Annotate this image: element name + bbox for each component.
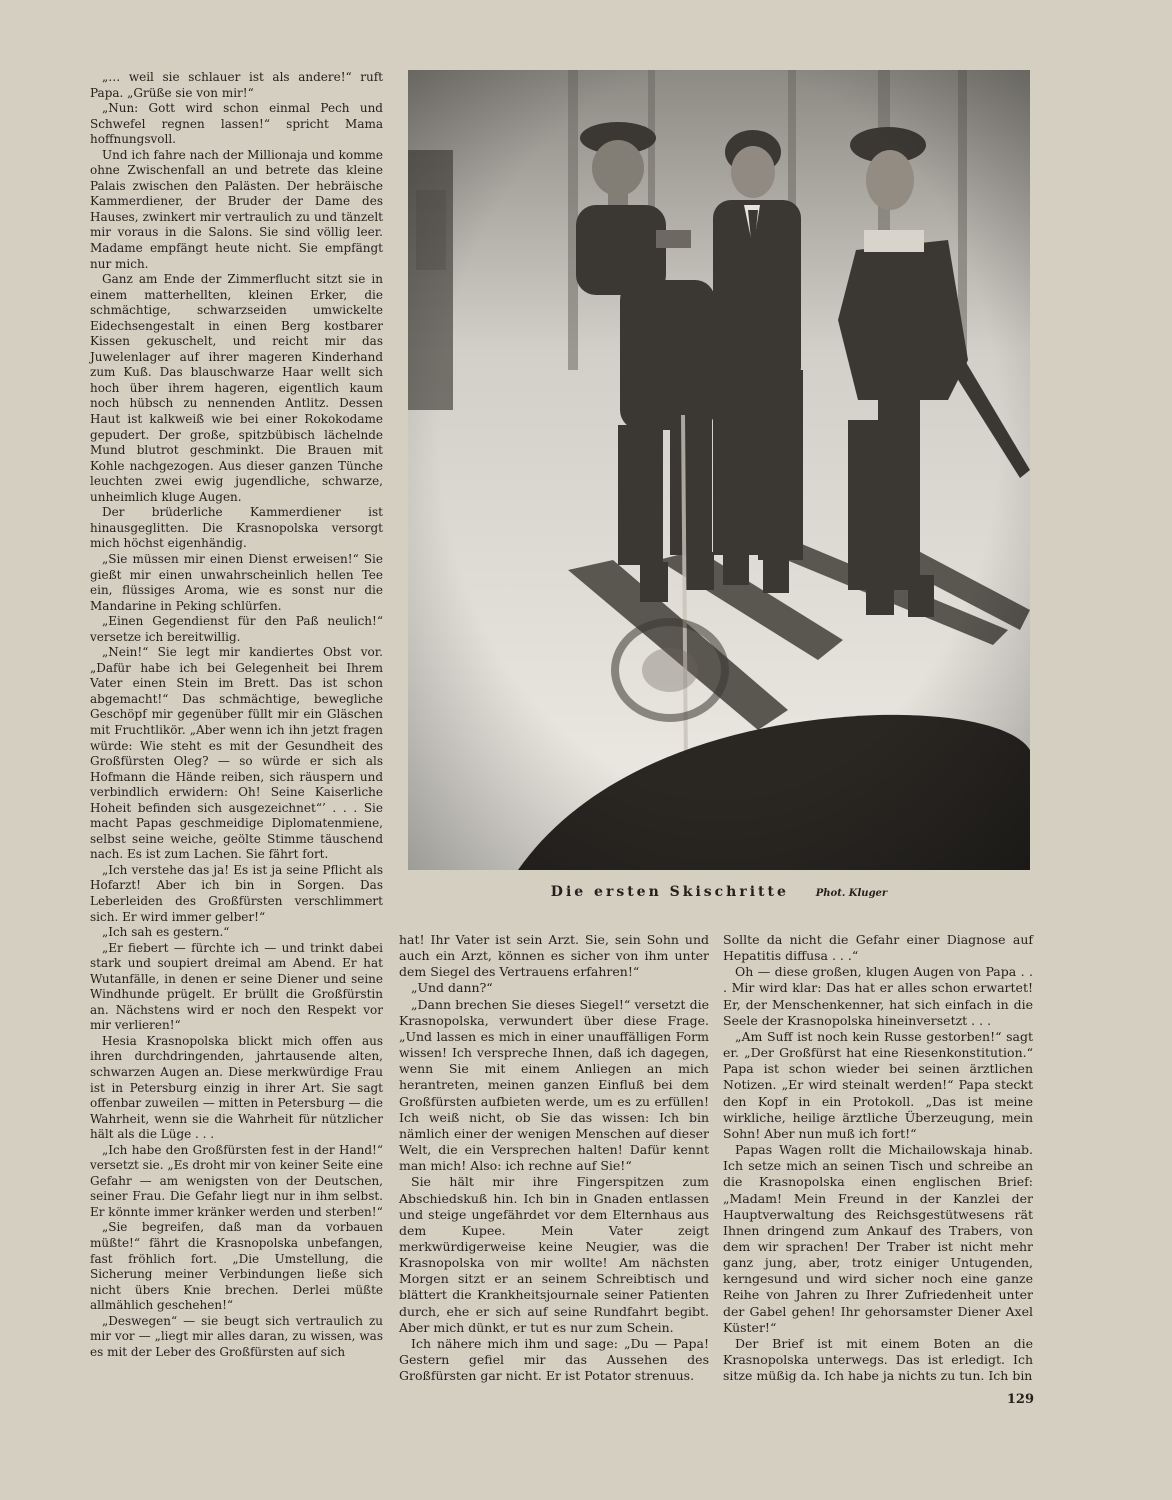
- paragraph: „Und dann?“: [411, 980, 493, 996]
- paragraph: hat! Ihr Vater ist sein Arzt. Sie, sein Sohn und auch ein Arzt, können es sicher von ihm unter dem Siegel des Vertrauens erfahren!“: [399, 932, 709, 980]
- paragraph: „Einen Gegendienst für den Paß neulich!“ versetze ich bereitwillig.: [90, 614, 383, 644]
- paragraph: „Sie müssen mir einen Dienst erweisen!“ Sie gießt mir einen unwahrscheinlich hellen Tee ein, flüssiges Aroma, wie es sonst nur die Mandarine in Peking schlürfen.: [90, 551, 383, 613]
- paragraph: Ich nähere mich ihm und sage: „Du — Papa! Gestern gefiel mir das Aussehen des Großfürsten gar nicht. Er ist Potator strenuus.: [399, 1335, 709, 1384]
- paragraph: „Deswegen“ — sie beugt sich vertraulich zu mir vor — „liegt mir alles daran, zu wissen, was es mit der Leber des Großfürsten auf sich: [90, 1313, 383, 1359]
- text-column-left: [90, 70, 383, 1360]
- paragraph: Der brüderliche Kammerdiener ist hinausgeglitten. Die Krasnopolska versorgt mich höchst eigenhändig.: [90, 505, 383, 551]
- paragraph: „Er fiebert — fürchte ich — und trinkt dabei stark und soupiert dreimal am Abend. Er hat Wutanfälle, in denen er seine Diener und seine Windhunde prügelt. Er brüllt die Großfürstin an. Nächstens wird er noch den Respekt vor mir verlieren!“: [90, 940, 383, 1033]
- paragraph: „Ich sah es gestern.“: [102, 925, 230, 940]
- paragraph: „Am Suff ist noch kein Russe gestorben!“ sagt er. „Der Großfürst hat eine Riesenkonstitution.“ Papa ist schon wieder bei seinen ärztlichen Notizen. „Er wird steinalt werden!“ Papa steckt den Kopf in ein Protokoll. „Das ist meine wirkliche, heilige ärztliche Überzeugung, mein Sohn! Aber nun muß ich fort!“: [723, 1028, 1033, 1141]
- photo-image: [408, 70, 1030, 870]
- paragraph: Oh — diese großen, klugen Augen von Papa . . . Mir wird klar: Das hat er alles schon erwartet! Er, der Menschenkenner, hat sich einfach in die Seele der Krasnopolska hineinversetzt . . .: [723, 964, 1033, 1028]
- paragraph: Hesia Krasnopolska blickt mich offen aus ihren durchdringenden, jahrtausende alten, schwarzen Augen an. Diese merkwürdige Frau ist in Petersburg einzig in ihrer Art. Sie sagt offenbar zuweilen — mitten in Petersburg — die Wahrheit, wenn sie die Wahrheit für nützlicher hält als die Lüge . . .: [90, 1033, 383, 1142]
- paragraph: Und ich fahre nach der Millionaja und komme ohne Zwischenfall an und betrete das kleine Palais zwischen den Palästen. Der hebräische Kammerdiener, der Bruder der Dame des Hauses, zwinkert mir vertraulich zu und tänzelt mir voraus in die Salons. Sie sind völlig leer. Madame empfängt heute nicht. Sie empfängt nur mich.: [90, 147, 383, 271]
- text-column-middle: [399, 932, 709, 1384]
- paragraph: „Ich habe den Großfürsten fest in der Hand!“ versetzt sie. „Es droht mir von keiner Seite eine Gefahr — am wenigsten von der Deutschen, seiner Frau. Die Gefahr liegt nur in ihm selbst. Er könnte immer kränker werden und sterben!“: [90, 1142, 383, 1219]
- paragraph: Sollte da nicht die Gefahr einer Diagnose auf Hepatitis diffusa . . .“: [723, 932, 1033, 964]
- photo-caption: [408, 884, 1030, 900]
- paragraph: „Dann brechen Sie dieses Siegel!“ versetzt die Krasnopolska, verwundert über diese Frage. „Und lassen es mich in einer unauffälligen Form wissen! Ich verspreche Ihnen, daß ich dagegen, wenn Sie mit einem Anliegen an mich herantreten, meinen ganzen Einfluß bei dem Großfürsten aufbieten werde, um es zu erfüllen! Ich weiß nicht, ob Sie das wissen: Ich bin nämlich einer der wenigen Menschen auf dieser Welt, die ein Versprechen halten! Dafür kennt man mich! Also: ich rechne auf Sie!“: [399, 996, 709, 1174]
- paragraph: „Nein!“ Sie legt mir kandiertes Obst vor. „Dafür habe ich bei Gelegenheit bei Ihrem Vater einen Stein im Brett. Das ist schon abgemacht!“ Das schmächtige, bewegliche Geschöpf mir gegenüber füllt mir ein Gläschen mit Fruchtlikör. „Aber wenn ich ihn jetzt fragen würde: Wie steht es mit der Gesundheit des Großfürsten Oleg? — so würde er sich als Hofmann die Hände reiben, sich räuspern und verbindlich erwidern: Oh! Seine Kaiserliche Hoheit befinden sich ausgezeichnet“’ . . . Sie macht Papas geschmeidige Diplomatenmiene, selbst seine weiche, geölte Stimme täuschend nach. Es ist zum Lachen. Sie fährt fort.: [90, 645, 383, 862]
- caption-credit: Phot. Kluger: [815, 888, 888, 899]
- paragraph: Sie hält mir ihre Fingerspitzen zum Abschiedskuß hin. Ich bin in Gnaden entlassen und steige ungefährdet vor dem Elternhaus aus dem Kupee. Mein Vater zeigt merkwürdigerweise keine Neugier, was die Krasnopolska von mir wollte! Am nächsten Morgen sitzt er an seinem Schreibtisch und blättert die Krankheitsjournale seiner Patienten durch, ehe er sich auf seine Rundfahrt begibt. Aber mich dünkt, er tut es nur zum Schein.: [399, 1174, 709, 1335]
- paragraph: „Ich verstehe das ja! Es ist ja seine Pflicht als Hofarzt! Aber ich bin in Sorgen. Das Leberleiden des Großfürsten verschlimmert sich. Er wird immer gelber!“: [90, 862, 383, 924]
- paragraph: „… weil sie schlauer ist als andere!“ ruft Papa. „Grüße sie von mir!“: [90, 70, 383, 100]
- photo-skiers: [408, 70, 1030, 870]
- paragraph: Papas Wagen rollt die Michailowskaja hinab. Ich setze mich an seinen Tisch und schreibe an die Krasnopolska einen englischen Brief: „Madam! Mein Freund in der Kanzlei der Hauptverwaltung des Reichsgestütwesens rät Ihnen dringend zum Ankauf des Trabers, von dem wir sprachen! Der Traber ist nicht mehr ganz jung, aber, trotz einiger Untugenden, kerngesund und wird sicher noch eine ganze Reihe von Jahren zu Ihrer Zufriedenheit unter der Gabel gehen! Ihr gehorsamster Diener Axel Küster!“: [723, 1142, 1033, 1335]
- caption-title: Die ersten Skischritte: [550, 884, 789, 900]
- paragraph: „Nun: Gott wird schon einmal Pech und Schwefel regnen lassen!“ spricht Mama hoffnungsvoll.: [90, 101, 383, 147]
- paragraph: Ganz am Ende der Zimmerflucht sitzt sie in einem matterhellten, kleinen Erker, die schmächtige, schwarzseiden umwickelte Eidechsengestalt in einen Berg kostbarer Kissen gekuschelt, und reicht mir das Juwelenlager auf ihrer mageren Kinderhand zum Kuß. Das blauschwarze Haar wellt sich hoch über ihrem hageren, eigentlich kaum noch hübsch zu nennenden Antlitz. Dessen Haut ist kalkweiß wie bei einer Rokokodame gepudert. Der große, spitzbübisch lächelnde Mund blutrot geschminkt. Die Brauen mit Kohle nachgezogen. Aus dieser ganzen Tünche leuchten zwei ewig jugendliche, schwarze, unheimlich kluge Augen.: [90, 272, 383, 504]
- paragraph: Der Brief ist mit einem Boten an die Krasnopolska unterwegs. Das ist erledigt. Ich sitze müßig da. Ich habe ja nichts zu tun. Ich bin: [723, 1335, 1033, 1384]
- text-column-right: [723, 932, 1033, 1384]
- paragraph: „Sie begreifen, daß man da vorbauen müßte!“ fährt die Krasnopolska unbefangen, fast fröhlich fort. „Die Umstellung, die Sicherung meiner Verbindungen ließe sich nicht übers Knie brechen. Derlei müßte allmählich geschehen!“: [90, 1220, 383, 1313]
- page-number: 129: [1006, 1392, 1034, 1407]
